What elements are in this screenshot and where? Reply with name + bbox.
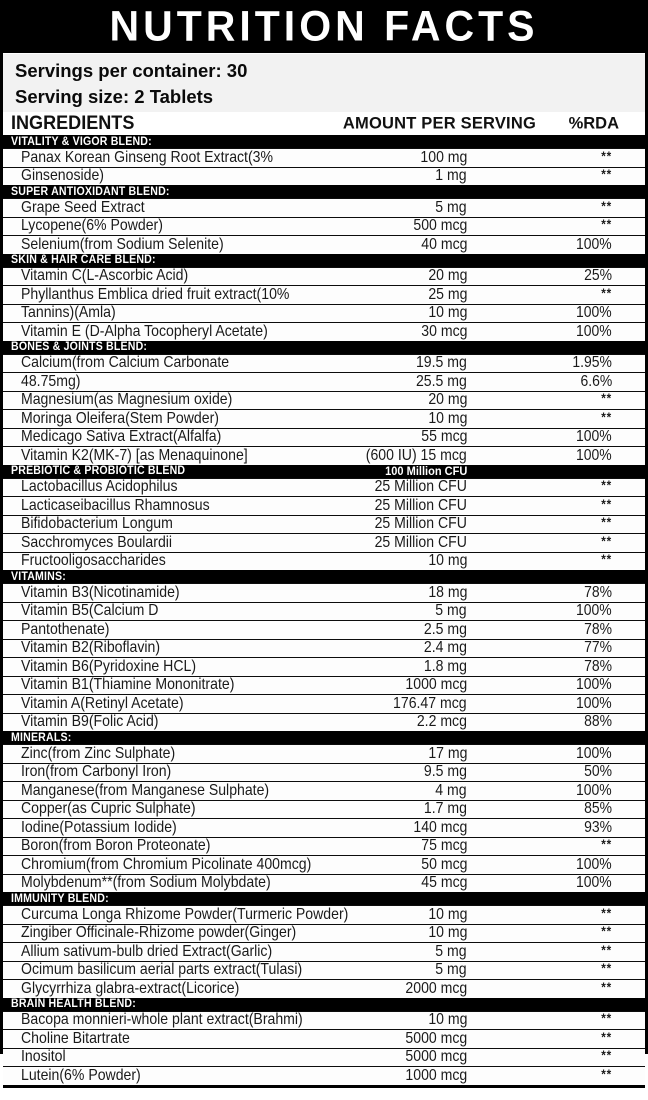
rda-value: 100% [576, 235, 612, 253]
rda-value: ** [601, 285, 612, 301]
rda-value: ** [601, 1010, 612, 1026]
amount-value: 25 Million CFU [374, 515, 467, 533]
ingredient-name: Allium sativum-bulb dried Extract(Garlic) [21, 942, 273, 960]
rda-value: ** [601, 1029, 612, 1045]
serving-size: Serving size: 2 Tablets [15, 86, 214, 107]
amount-value: 2.4 mg [423, 639, 467, 657]
nutrition-facts-title: NUTRITION FACTS [109, 1, 539, 51]
ingredient-name: Choline Bitartrate [21, 1029, 130, 1047]
rda-value: 77% [584, 639, 612, 657]
amount-value: 10 mg [427, 1011, 467, 1029]
rda-value: 78% [584, 657, 612, 675]
ingredient-row [3, 979, 645, 998]
amount-value: 500 mcg [412, 217, 467, 235]
ingredient-name: Vitamin K2(MK-7) [as Menaquinone] [21, 446, 248, 464]
ingredient-name: Ginsenoside) [21, 167, 104, 185]
servings-per-container: Servings per container: 30 [15, 60, 248, 81]
ingredient-row [3, 620, 645, 639]
amount-value: 17 mg [427, 744, 467, 762]
ingredient-name: Curcuma Longa Rhizome Powder(Turmeric Powder) [21, 905, 349, 923]
rda-value: ** [601, 979, 612, 995]
rda-value: 6.6% [580, 372, 612, 390]
ingredient-row [3, 478, 645, 497]
section-header-label: PREBIOTIC & PROBIOTIC BLEND [11, 465, 186, 477]
ingredient-name: Vitamin B3(Nicotinamide) [21, 583, 180, 601]
rda-value: ** [601, 836, 612, 852]
ingredient-name: Boron(from Boron Proteonate) [21, 837, 211, 855]
ingredient-name: Vitamin B2(Riboflavin) [21, 639, 161, 657]
ingredient-name: Vitamin E (D-Alpha Tocopheryl Acetate) [21, 322, 268, 340]
amount-value: 2.2 mcg [416, 713, 467, 731]
ingredient-name: Molybdenum**(from Sodium Molybdate) [21, 874, 271, 892]
amount-value: 100 mg [420, 148, 467, 166]
ingredient-name: Sacchromyces Boulardii [21, 533, 173, 551]
ingredient-row [3, 744, 645, 763]
rda-value: ** [601, 1047, 612, 1063]
ingredient-name: Pantothenate) [21, 620, 110, 638]
ingredient-name: Zinc(from Zinc Sulphate) [21, 744, 176, 762]
section-header [3, 731, 645, 744]
amount-value: 75 mcg [420, 837, 467, 855]
ingredient-row [3, 1029, 645, 1048]
rda-value: ** [601, 148, 612, 164]
ingredient-row [3, 235, 645, 254]
rda-value: 50% [584, 763, 612, 781]
rda-value: ** [601, 923, 612, 939]
section-header-label: IMMUNITY BLEND: [11, 892, 109, 905]
section-header-label: BONES & JOINTS BLEND: [11, 341, 148, 353]
amount-value: 50 mcg [420, 855, 467, 873]
section-header-amount: 100 Million CFU [384, 464, 467, 478]
ingredient-name: Lactobacillus Acidophilus [21, 478, 178, 496]
ingredient-name: Vitamin B5(Calcium D [21, 602, 159, 620]
section-header-label: BRAIN HEALTH BLEND: [11, 998, 136, 1010]
rda-value: ** [601, 477, 612, 493]
ingredient-name: Ocimum basilicum aerial parts extract(Tulasi) [21, 961, 303, 979]
ingredient-row [3, 676, 645, 695]
rda-value: ** [601, 905, 612, 921]
ingredient-row [3, 713, 645, 732]
ingredient-name: Fructooligosaccharides [21, 552, 166, 570]
amount-value: 5 mg [435, 198, 467, 216]
amount-value: 45 mcg [420, 874, 467, 892]
section-header [3, 341, 645, 354]
rda-value: 100% [576, 428, 612, 446]
ingredient-row [3, 391, 645, 410]
rda-value: 100% [576, 781, 612, 799]
ingredient-name: Bacopa monnieri-whole plant extract(Brahmi) [21, 1011, 303, 1029]
amount-value: 1.8 mg [423, 657, 467, 675]
section-header-label: MINERALS: [11, 731, 72, 744]
ingredient-row [3, 285, 645, 304]
rda-value: 100% [576, 676, 612, 694]
amount-value: 1000 mcg [405, 1066, 467, 1084]
amount-value: 30 mcg [420, 322, 467, 340]
ingredient-row [3, 304, 645, 323]
amount-value: 5000 mcg [405, 1048, 467, 1066]
section-header-label: SKIN & HAIR CARE BLEND: [11, 254, 156, 266]
ingredient-name: Tannins)(Amla) [21, 304, 116, 322]
amount-value: 20 mg [427, 391, 467, 409]
ingredient-name: Vitamin B9(Folic Acid) [21, 713, 159, 731]
ingredient-row [3, 781, 645, 800]
ingredient-row [3, 657, 645, 676]
rda-value: ** [601, 1066, 612, 1082]
ingredient-row [3, 354, 645, 373]
amount-value: 5000 mcg [405, 1029, 467, 1047]
ingredient-row [3, 515, 645, 534]
ingredient-row [3, 167, 645, 186]
ingredient-name: Grape Seed Extract [21, 198, 145, 216]
ingredient-row [3, 961, 645, 980]
ingredient-name: Vitamin C(L-Ascorbic Acid) [21, 267, 189, 285]
ingredient-name: Magnesium(as Magnesium oxide) [21, 391, 233, 409]
ingredient-name: Vitamin A(Retinyl Acetate) [21, 694, 184, 712]
rda-value: 78% [584, 620, 612, 638]
section-header [3, 254, 645, 267]
ingredient-name: Manganese(from Manganese Sulphate) [21, 781, 270, 799]
ingredient-name: 48.75mg) [21, 372, 81, 390]
rda-value: ** [601, 496, 612, 512]
ingredient-row [3, 905, 645, 924]
ingredient-row [3, 763, 645, 782]
amount-value: (600 IU) 15 mcg [366, 446, 467, 464]
rda-value: ** [601, 409, 612, 425]
amount-value: 10 mg [427, 552, 467, 570]
amount-value: 1 mg [435, 167, 467, 185]
amount-value: 10 mg [427, 924, 467, 942]
ingredient-row [3, 1066, 645, 1085]
ingredient-name: Iodine(Potassium Iodide) [21, 818, 177, 836]
rda-value: ** [601, 551, 612, 567]
servings-panel [3, 54, 645, 112]
amount-value: 5 mg [435, 602, 467, 620]
ingredient-row [3, 1011, 645, 1030]
rda-value: 100% [576, 446, 612, 464]
rda-value: ** [601, 942, 612, 958]
rda-value: 88% [584, 713, 612, 731]
ingredient-name: Phyllanthus Emblica dried fruit extract(10% [21, 285, 290, 303]
amount-value: 10 mg [427, 409, 467, 427]
amount-value: 9.5 mg [423, 763, 467, 781]
ingredient-row [3, 428, 645, 447]
ingredient-name: Calcium(from Calcium Carbonate [21, 354, 230, 372]
ingredient-name: Copper(as Cupric Sulphate) [21, 800, 196, 818]
section-header-label: SUPER ANTIOXIDANT BLEND: [11, 185, 170, 198]
section-header [3, 570, 645, 583]
amount-value: 10 mg [427, 304, 467, 322]
ingredient-row [3, 583, 645, 602]
ingredient-row [3, 446, 645, 465]
section-header [3, 892, 645, 905]
rda-value: 100% [576, 874, 612, 892]
ingredient-row [3, 602, 645, 621]
rda-value: ** [601, 166, 612, 182]
ingredient-row [3, 855, 645, 874]
amount-value: 2000 mcg [405, 979, 467, 997]
amount-value: 25 Million CFU [374, 478, 467, 496]
amount-value: 25.5 mg [416, 372, 467, 390]
ingredient-row [3, 217, 645, 236]
ingredient-name: Panax Korean Ginseng Root Extract(3% [21, 148, 274, 166]
amount-value: 20 mg [427, 267, 467, 285]
rda-value: 100% [576, 322, 612, 340]
ingredient-row [3, 818, 645, 837]
ingredient-name: Iron(from Carbonyl Iron) [21, 763, 172, 781]
rda-value: 85% [584, 800, 612, 818]
ingredient-name: Vitamin B6(Pyridoxine HCL) [21, 657, 197, 675]
ingredient-name: Chromium(from Chromium Picolinate 400mcg) [21, 855, 312, 873]
ingredient-row [3, 409, 645, 428]
amount-value: 55 mcg [420, 428, 467, 446]
rda-value: ** [601, 960, 612, 976]
ingredient-name: Bifidobacterium Longum [21, 515, 173, 533]
amount-value: 40 mcg [420, 235, 467, 253]
ingredient-row [3, 1048, 645, 1067]
ingredient-row [3, 837, 645, 856]
ingredient-row [3, 148, 645, 167]
amount-value: 140 mcg [412, 818, 467, 836]
amount-value: 176.47 mcg [393, 694, 467, 712]
amount-value: 10 mg [427, 905, 467, 923]
rda-value: ** [601, 390, 612, 406]
section-header [3, 465, 645, 478]
rda-value: 25% [584, 267, 612, 285]
ingredients-table [3, 135, 645, 1088]
ingredient-name: Zingiber Officinale-Rhizome powder(Ginger) [21, 924, 297, 942]
section-header [3, 135, 645, 148]
ingredient-row [3, 800, 645, 819]
ingredient-name: Moringa Oleifera(Stem Powder) [21, 409, 219, 427]
columns-header [3, 112, 645, 135]
ingredients-column-label: INGREDIENTS [11, 112, 135, 134]
ingredient-name: Inositol [21, 1048, 66, 1066]
section-header-label: VITAMINS: [11, 570, 66, 583]
ingredient-row [3, 694, 645, 713]
amount-value: 25 mg [427, 285, 467, 303]
ingredient-row [3, 267, 645, 286]
amount-value: 2.5 mg [423, 620, 467, 638]
ingredient-name: Vitamin B1(Thiamine Mononitrate) [21, 676, 235, 694]
rda-value: 100% [576, 694, 612, 712]
rda-value: ** [601, 514, 612, 530]
ingredient-row [3, 372, 645, 391]
rda-value: 100% [576, 744, 612, 762]
section-header-label: VITALITY & VIGOR BLEND: [11, 135, 152, 148]
amount-value: 25 Million CFU [374, 496, 467, 514]
rda-value: 93% [584, 818, 612, 836]
ingredient-row [3, 496, 645, 515]
rda-value: ** [601, 216, 612, 232]
ingredient-row [3, 874, 645, 893]
ingredient-row [3, 198, 645, 217]
amount-column-label: AMOUNT PER SERVING [342, 114, 536, 132]
ingredient-row [3, 552, 645, 571]
rda-value: 100% [576, 304, 612, 322]
ingredient-name: Glycyrrhiza glabra-extract(Licorice) [21, 979, 240, 997]
ingredient-name: Lutein(6% Powder) [21, 1066, 141, 1084]
amount-value: 1000 mcg [405, 676, 467, 694]
rda-value: 78% [584, 583, 612, 601]
rda-value: ** [601, 198, 612, 214]
amount-value: 5 mg [435, 942, 467, 960]
title-bar [0, 0, 648, 53]
amount-value: 1.7 mg [423, 800, 467, 818]
rda-value: ** [601, 533, 612, 549]
ingredient-name: Medicago Sativa Extract(Alfalfa) [21, 428, 222, 446]
amount-value: 19.5 mg [416, 354, 467, 372]
amount-value: 18 mg [427, 583, 467, 601]
ingredient-row [3, 942, 645, 961]
ingredient-row [3, 924, 645, 943]
section-header [3, 185, 645, 198]
bottom-strip [3, 1088, 645, 1100]
rda-value: 100% [576, 855, 612, 873]
amount-value: 25 Million CFU [374, 533, 467, 551]
section-header [3, 998, 645, 1011]
amount-value: 5 mg [435, 961, 467, 979]
ingredient-name: Lacticaseibacillus Rhamnosus [21, 496, 210, 514]
rda-value: 1.95% [572, 354, 612, 372]
ingredient-name: Selenium(from Sodium Selenite) [21, 235, 224, 253]
rda-column-label: %RDA [568, 114, 619, 132]
rda-value: 100% [576, 602, 612, 620]
ingredient-row [3, 322, 645, 341]
ingredient-name: Lycopene(6% Powder) [21, 217, 163, 235]
ingredient-row [3, 533, 645, 552]
ingredient-row [3, 639, 645, 658]
amount-value: 4 mg [435, 781, 467, 799]
